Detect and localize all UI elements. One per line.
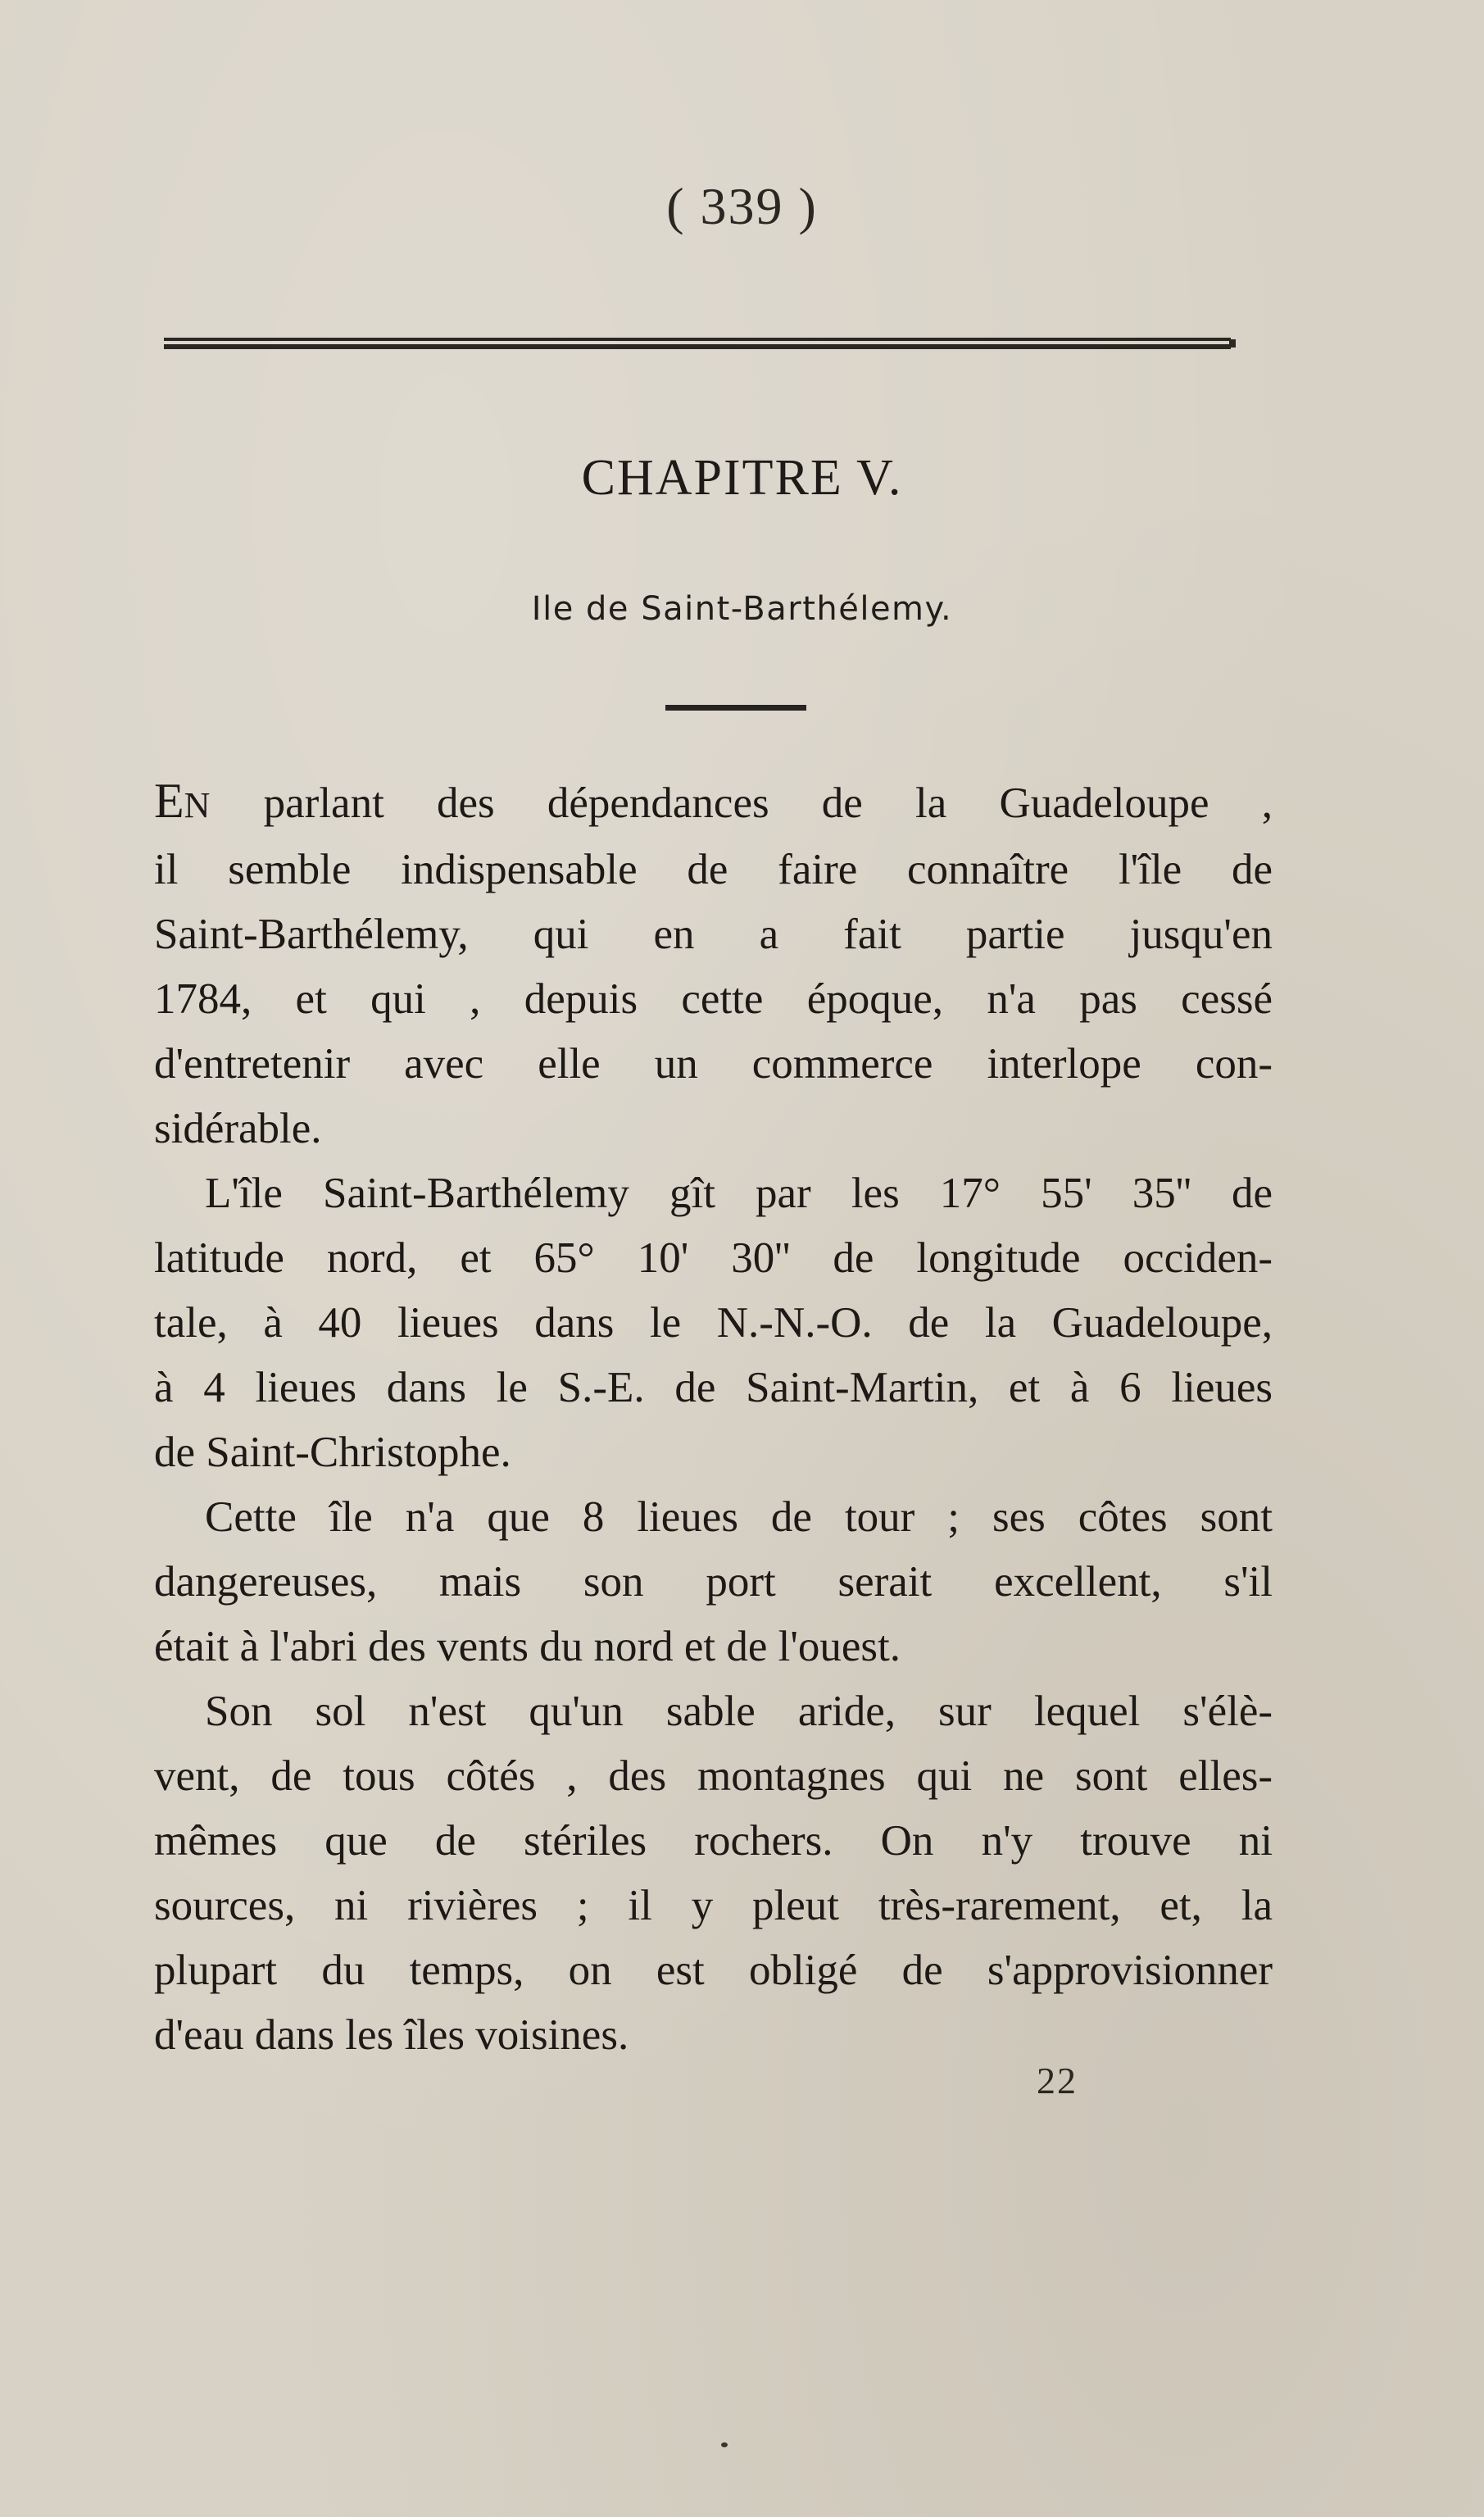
- header-double-rule: [164, 338, 1231, 349]
- chapter-title: CHAPITRE V.: [581, 450, 903, 506]
- text-line: tale, à 40 lieues dans le N.-N.-O. de la Guadeloupe,: [154, 1299, 1273, 1347]
- paragraph-2: [154, 1161, 1273, 1485]
- text-line: Son sol n'est qu'un sable aride, sur lequel s'élè-: [205, 1688, 1273, 1735]
- text-line: EN parlant des dépendances de la Guadeloupe ,: [154, 774, 1273, 828]
- paragraph-4: [154, 1679, 1273, 2068]
- text-line: sources, ni rivières ; il y pleut très-rarement, et, la: [154, 1882, 1273, 1929]
- rule-line-bottom: [164, 344, 1231, 349]
- small-caps-rest: N: [184, 785, 211, 825]
- paragraph-1: [154, 769, 1273, 1161]
- text-line: d'eau dans les îles voisines.: [154, 2011, 629, 2059]
- text-line: sidérable.: [154, 1105, 322, 1152]
- chapter-subtitle: Ile de Saint-Barthélemy.: [531, 590, 953, 628]
- text-line: était à l'abri des vents du nord et de l'ouest.: [154, 1623, 901, 1670]
- text-line: vent, de tous côtés , des montagnes qui ne sont elles-: [154, 1752, 1273, 1800]
- text-line: 1784, et qui , depuis cette époque, n'a pas cessé: [154, 975, 1273, 1023]
- text-line: plupart du temps, on est obligé de s'approvisionner: [154, 1947, 1273, 1994]
- text-line: de Saint-Christophe.: [154, 1429, 511, 1476]
- text-line: il semble indispensable de faire connaître l'île de: [154, 846, 1273, 893]
- body-text: [154, 769, 1273, 2068]
- section-divider: [665, 705, 806, 711]
- text-line: L'île Saint-Barthélemy gît par les 17° 55' 35'' de: [205, 1170, 1273, 1217]
- text-line: d'entretenir avec elle un commerce interlope con-: [154, 1040, 1273, 1088]
- ink-speck: [721, 2442, 728, 2447]
- text-line: Cette île n'a que 8 lieues de tour ; ses côtes sont: [205, 1493, 1273, 1541]
- rule-end-cap: [1229, 339, 1236, 348]
- text-line: Saint-Barthélemy, qui en a fait partie jusqu'en: [154, 911, 1273, 958]
- signature-mark: 22: [1037, 2060, 1078, 2101]
- paragraph-3: [154, 1485, 1273, 1679]
- text-line: dangereuses, mais son port serait excellent, s'il: [154, 1558, 1273, 1606]
- text-line: latitude nord, et 65° 10' 30'' de longitude occiden-: [154, 1234, 1273, 1282]
- rule-line-top: [164, 338, 1231, 341]
- page-number-header: ( 339 ): [666, 177, 818, 235]
- text-line: à 4 lieues dans le S.-E. de Saint-Martin, et à 6 lieues: [154, 1364, 1273, 1411]
- text-line: mêmes que de stériles rochers. On n'y trouve ni: [154, 1817, 1273, 1865]
- drop-initial: E: [154, 774, 184, 828]
